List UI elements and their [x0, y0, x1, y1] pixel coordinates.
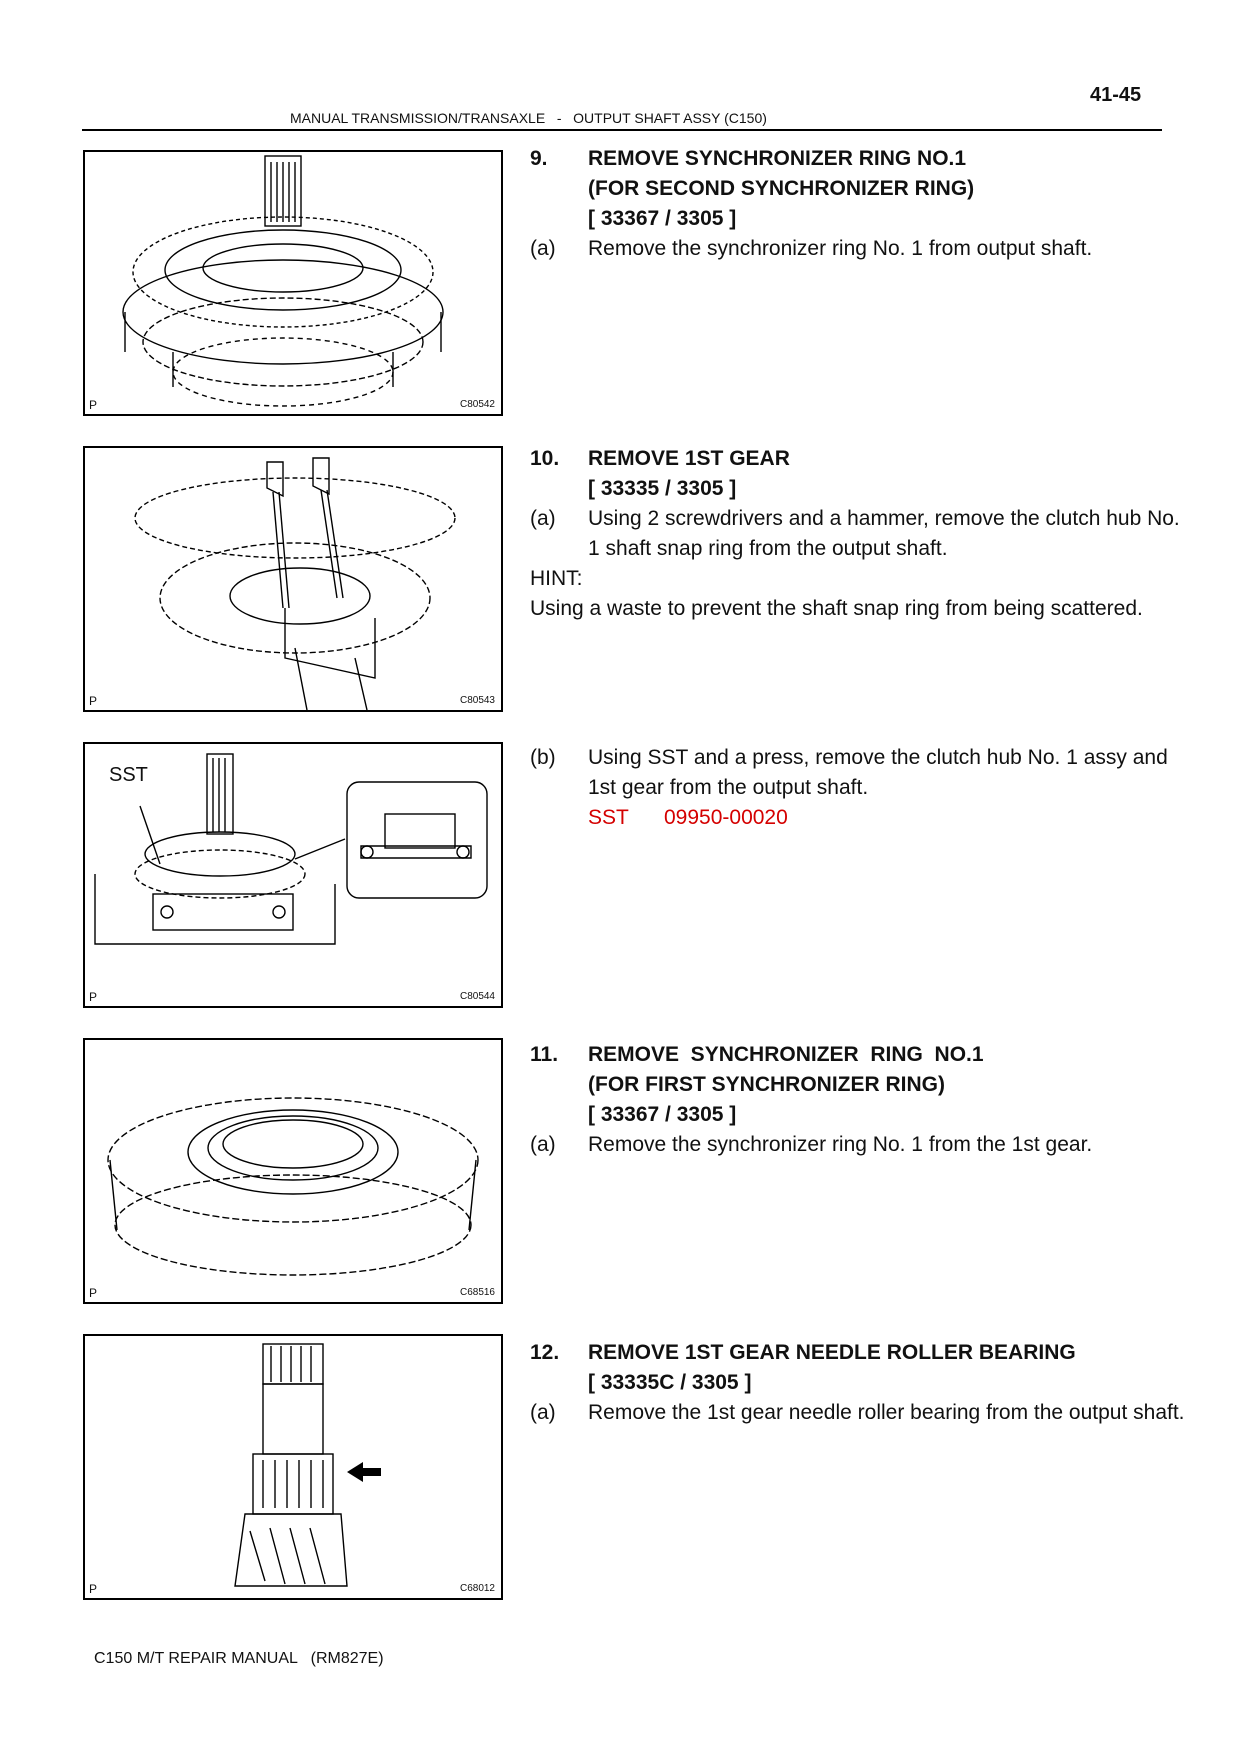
- figure-corner-mark: P: [89, 1582, 98, 1596]
- step-title: (FOR SECOND SYNCHRONIZER RING): [588, 177, 975, 200]
- sub-step-text: Remove the synchronizer ring No. 1 from output shaft.: [588, 237, 1093, 260]
- sub-step-label: (a): [530, 507, 556, 530]
- sub-step-label: (a): [530, 1133, 556, 1156]
- sst-number: 09950-00020: [664, 806, 788, 829]
- step-9: [530, 144, 1190, 264]
- figure-code: C68012: [459, 1583, 495, 1594]
- sub-step-text: Remove the synchronizer ring No. 1 from the 1st gear.: [588, 1133, 1093, 1156]
- arrow-left-icon: [347, 1462, 381, 1482]
- figure-corner-mark: P: [89, 398, 98, 412]
- sub-step-label: (b): [530, 746, 556, 769]
- page-title: MANUAL TRANSMISSION/TRANSAXLE - OUTPUT SHAFT ASSY (C150): [290, 110, 767, 126]
- gear-illustration: [85, 1040, 501, 1302]
- figure-remove-1st-gear: [83, 446, 503, 712]
- step-title: REMOVE 1ST GEAR NEEDLE ROLLER BEARING: [588, 1341, 1076, 1364]
- sub-step-text: Using 2 screwdrivers and a hammer, remove the clutch hub No. 1 shaft snap ring from the output shaft.: [588, 507, 1180, 560]
- step-title: REMOVE SYNCHRONIZER RING NO.1: [588, 1043, 984, 1066]
- step-12: [530, 1338, 1190, 1428]
- sub-step-label: (a): [530, 1401, 556, 1424]
- figure-synchronizer-ring-second: [83, 150, 503, 416]
- bearing-illustration: [85, 1336, 501, 1598]
- sst-callout-label: SST: [109, 764, 148, 786]
- figure-corner-mark: P: [89, 990, 98, 1004]
- step-number: 10.: [530, 447, 560, 470]
- step-number: 11.: [530, 1043, 559, 1066]
- step-part-number: [ 33367 / 3305 ]: [588, 1103, 737, 1126]
- hint-label: HINT:: [530, 567, 583, 590]
- step-title: (FOR FIRST SYNCHRONIZER RING): [588, 1073, 945, 1096]
- step-part-number: [ 33367 / 3305 ]: [588, 207, 737, 230]
- step-10: [530, 444, 1190, 624]
- sst-label: SST: [588, 806, 629, 829]
- figure-needle-roller-bearing: [83, 1334, 503, 1600]
- sub-step-text: Remove the 1st gear needle roller bearing from the output shaft.: [588, 1401, 1185, 1424]
- figure-press-sst: [83, 742, 503, 1008]
- step-part-number: [ 33335C / 3305 ]: [588, 1371, 752, 1394]
- figure-synchronizer-ring-first: [83, 1038, 503, 1304]
- press-illustration: [85, 744, 501, 1006]
- step-title: REMOVE 1ST GEAR: [588, 447, 790, 470]
- figure-code: C68516: [459, 1287, 495, 1298]
- page-number: 41-45: [1090, 84, 1142, 106]
- figure-code: C80543: [459, 695, 495, 706]
- figure-code: C80544: [459, 991, 495, 1002]
- sub-step-label: (a): [530, 237, 556, 260]
- step-title: REMOVE SYNCHRONIZER RING NO.1: [588, 147, 967, 170]
- figure-corner-mark: P: [89, 694, 98, 708]
- step-part-number: [ 33335 / 3305 ]: [588, 477, 737, 500]
- gear-illustration: [85, 152, 501, 414]
- step-11: [530, 1040, 1190, 1160]
- footer-manual-id: C150 M/T REPAIR MANUAL (RM827E): [94, 1650, 384, 1667]
- screwdriver-illustration: [85, 448, 501, 710]
- step-10b: [530, 743, 1190, 833]
- sub-step-text: Using SST and a press, remove the clutch hub No. 1 assy and 1st gear from the output shaft.: [588, 746, 1168, 799]
- header-divider: [82, 129, 1162, 131]
- step-number: 9.: [530, 147, 548, 170]
- hint-text: Using a waste to prevent the shaft snap ring from being scattered.: [530, 597, 1143, 620]
- figure-corner-mark: P: [89, 1286, 98, 1300]
- step-number: 12.: [530, 1341, 560, 1364]
- figure-code: C80542: [459, 399, 495, 410]
